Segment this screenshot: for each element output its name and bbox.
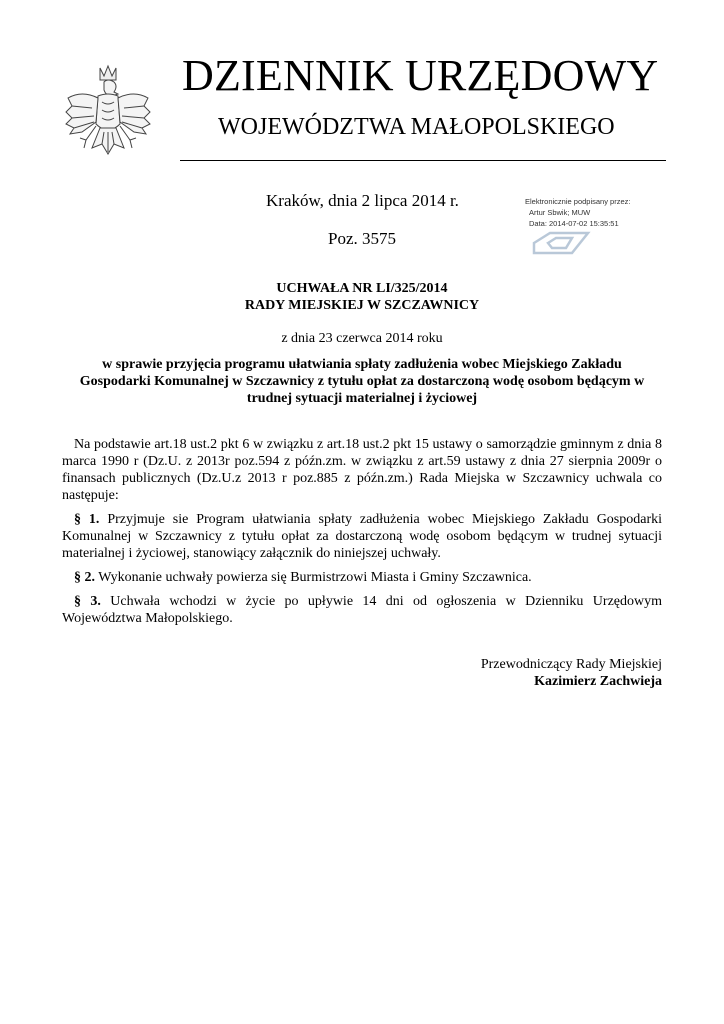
resolution-body bbox=[62, 436, 662, 634]
paragraph-3 bbox=[62, 593, 662, 627]
header-divider bbox=[180, 160, 666, 161]
esignature-date: Data: 2014-07-02 15:35:51 bbox=[529, 219, 619, 228]
paragraph-2-number: § 2. bbox=[74, 570, 95, 585]
polish-eagle-emblem bbox=[62, 62, 154, 170]
esignature-line-1: Elektronicznie podpisany przez: bbox=[525, 197, 631, 206]
signatory-name: Kazimierz Zachwieja bbox=[534, 674, 662, 689]
paragraph-1-number: § 1. bbox=[74, 512, 100, 527]
paragraph-3-number: § 3. bbox=[74, 594, 101, 609]
paragraph-2-text: Wykonanie uchwały powierza się Burmistrzowi Miasta i Gminy Szczawnica. bbox=[98, 570, 532, 585]
paragraph-2 bbox=[62, 569, 662, 586]
paragraph-3-text: Uchwała wchodzi w życie po upływie 14 dni od ogłoszenia w Dzienniku Urzędowym Województwa Małopolskiego. bbox=[62, 594, 663, 626]
place-date: Kraków, dnia 2 lipca 2014 r. bbox=[266, 191, 459, 210]
preamble: Na podstawie art.18 ust.2 pkt 6 w związku z art.18 ust.2 pkt 15 ustawy o samorządzie gminnym z dnia 8 marca 1990 r (Dz.U. z 2013r poz.594 z późn.zm. w związku z art.59 ustawy z dnia 27 sierpnia 2009r o finansach publicznych (Dz.U.z 2013 r poz.885 z późn.zm.) Rada Miejska w Szczawnicy uchwala co następuje: bbox=[62, 437, 662, 503]
paragraph-1-text: Przyjmuje sie Program ułatwiania spłaty zadłużenia wobec Miejskiego Zakładu Gospodarki Komunalnej w Szczawnicy z tytułu opłat za dostarczoną wodę osobom będącym w trudnej sytuacji materialnej i życiowej, stanowiący załącznik do niniejszej uchwały. bbox=[62, 512, 663, 561]
signatory-role: Przewodniczący Rady Miejskiej bbox=[480, 657, 662, 672]
esignature-signer: Artur Sbwik; MUW bbox=[529, 208, 591, 217]
journal-title: DZIENNIK URZĘDOWY bbox=[182, 51, 659, 100]
resolution-heading bbox=[0, 280, 724, 314]
esignature-block bbox=[525, 196, 630, 229]
resolution-subject: w sprawie przyjęcia programu ułatwiania spłaty zadłużenia wobec Miejskiego Zakładu Gospodarki Komunalnej w Szczawnicy z tytułu opłat za dostarczoną wodę osobom będącym w trudnej sytuacji materialnej i życiowej bbox=[79, 357, 645, 406]
signature-block bbox=[420, 656, 662, 690]
esignature-logo-icon bbox=[530, 230, 592, 256]
resolution-number: UCHWAŁA NR LI/325/2014 bbox=[276, 281, 448, 296]
resolution-issuer: RADY MIEJSKIEJ W SZCZAWNICY bbox=[244, 298, 480, 313]
journal-subtitle: WOJEWÓDZTWA MAŁOPOLSKIEGO bbox=[218, 114, 615, 140]
position-number: Poz. 3575 bbox=[328, 229, 396, 248]
resolution-date: z dnia 23 czerwca 2014 roku bbox=[281, 331, 443, 346]
paragraph-1 bbox=[62, 511, 662, 562]
